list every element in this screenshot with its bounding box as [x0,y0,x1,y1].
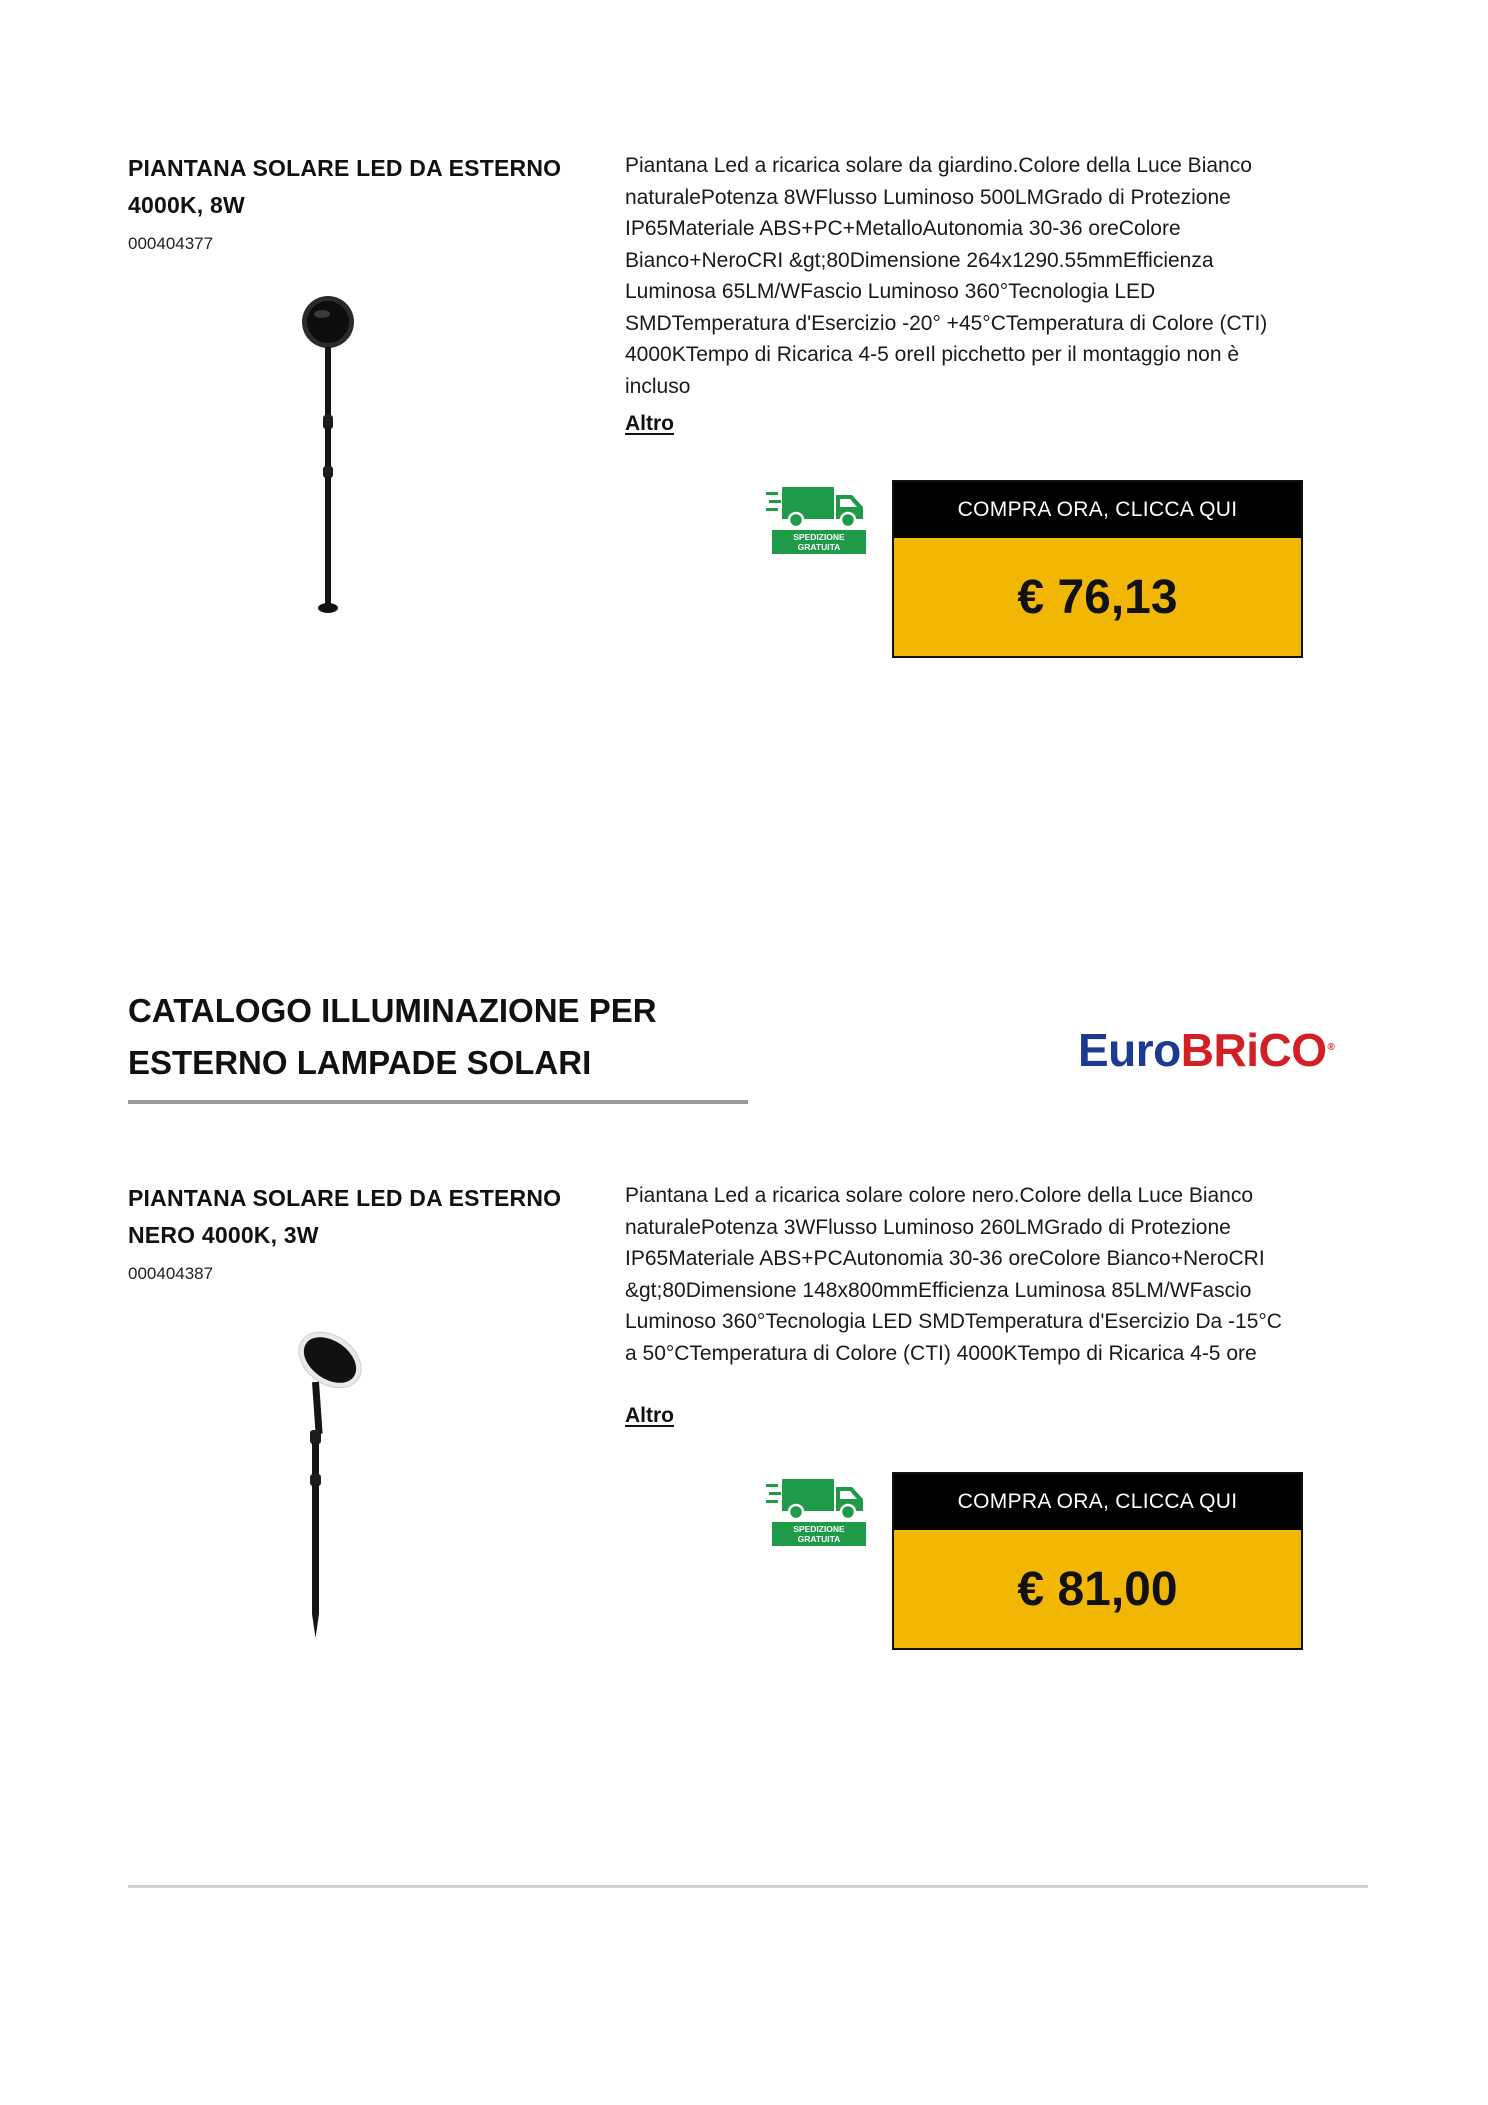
product-price: € 76,13 [1017,570,1178,624]
logo-registered-mark: ® [1327,1041,1335,1053]
eurobrico-logo [1078,1023,1334,1077]
buy-cta-label: COMPRA ORA, CLICCA QUI [894,1474,1301,1530]
buy-now-button[interactable] [892,1472,1303,1650]
buy-cta-label: COMPRA ORA, CLICCA QUI [894,482,1301,538]
product-description: Piantana Led a ricarica solare da giardino.Colore della Luce Bianco naturalePotenza 8WFlusso Luminoso 500LMGrado di Protezione IP65Materiale ABS+PC+MetalloAutonomia 30-36 oreColore Bianco+NeroCRI &gt;80Dimensione 264x1290.55mmEfficienza Luminosa 65LM/WFascio Luminoso 360°Tecnologia LED SMDTemperatura d'Esercizio -20° +45°CTemperatura di Colore (CTI) 4000KTempo di Ricarica 4-5 oreIl picchetto per il montaggio non è incluso [625,154,1268,398]
product-title: PIANTANA SOLARE LED DA ESTERNO NERO 4000K, 3W [128,1185,562,1248]
catalog-title [128,985,748,1089]
catalog-title-line-1: CATALOGO ILLUMINAZIONE PER [128,992,657,1029]
shipping-line-1: SPEDIZIONE [793,532,845,542]
more-link[interactable]: Altro [625,412,674,435]
product-code: 000404387 [128,1264,214,1283]
product-code: 000404377 [128,234,214,253]
logo-brico: BRiCO [1180,1024,1327,1076]
solar-garden-lamp-pole-icon [268,290,388,620]
catalog-title-line-2: ESTERNO LAMPADE SOLARI [128,1044,592,1081]
shipping-line-2: GRATUITA [797,542,841,552]
product-description: Piantana Led a ricarica solare colore nero.Colore della Luce Bianco naturalePotenza 3WFlusso Luminoso 260LMGrado di Protezione IP65Materiale ABS+PCAutonomia 30-36 oreColore Bianco+NeroCRI &gt;80Dimensione 148x800mmEfficienza Luminosa 85LM/WFascio Luminoso 360°Tecnologia LED SMDTemperatura d'Esercizio Da -15°C a 50°CTemperatura di Colore (CTI) 4000KTempo di Ricarica 4-5 ore [625,1184,1282,1365]
more-link[interactable]: Altro [625,1404,674,1427]
shipping-line-1: SPEDIZIONE [793,1524,845,1534]
product-price: € 81,00 [1017,1562,1178,1616]
footer-divider [128,1885,1368,1888]
shipping-line-2: GRATUITA [797,1534,841,1544]
free-shipping-truck-icon [766,1477,868,1547]
buy-now-button[interactable] [892,480,1303,658]
catalog-header [128,985,1348,1105]
logo-euro: Euro [1078,1024,1181,1076]
free-shipping-truck-icon [766,485,868,555]
solar-garden-lamp-stake-icon [268,1320,388,1650]
product-title: PIANTANA SOLARE LED DA ESTERNO 4000K, 8W [128,155,562,218]
title-underline [128,1100,748,1104]
